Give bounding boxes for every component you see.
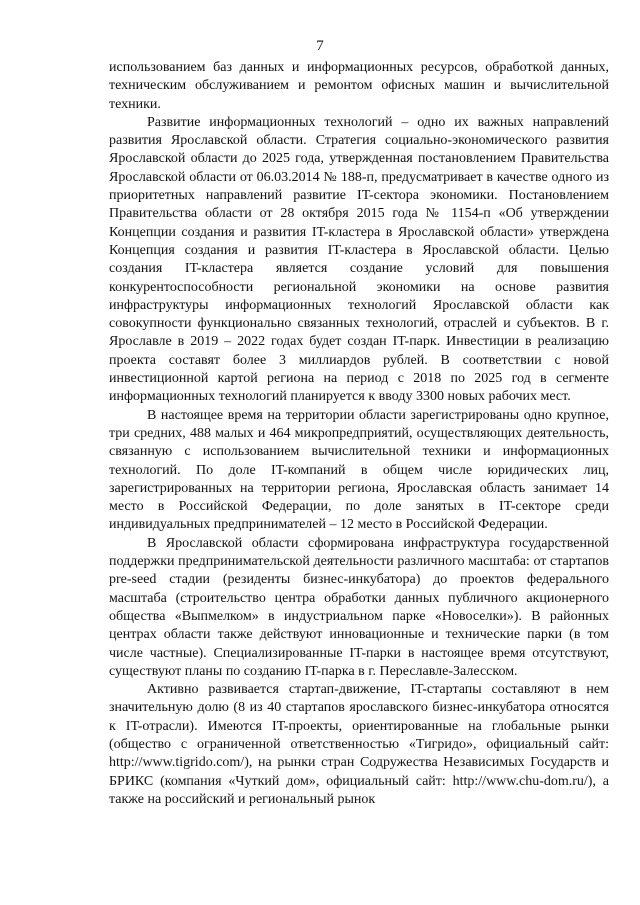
page-number: 7 <box>316 38 324 54</box>
document-body <box>109 59 609 809</box>
paragraph: Активно развивается стартап-движение, IT-стартапы составляют в нем значительную долю (8 из 40 стартапов ярославского бизнес-инкубатора относятся к IT-отрасли). Имеются IT-проекты, ориентированные на глобальные рынки (общество с ограниченной ответственностью «Тигридо», официальный сайт: http://www.tigrido.com/), на рынки стран Содружества Независимых Государств и БРИКС (компания «Чуткий дом», официальный сайт: http://www.chu-dom.ru/), а также на российский и региональный рынок <box>109 682 609 807</box>
paragraph: Развитие информационных технологий – одно их важных направлений развития Ярославской области. Стратегия социально-экономического развития Ярославской области до 2025 года, утвержденная постановлением Правительства Ярославской области от 06.03.2014 № 188-п, предусматривает в качестве одного из приоритетных направлений развитие IT-сектора экономики. Постановлением Правительства области от 28 октября 2015 года № 1154-п «Об утверждении Концепции создания и развития IT-кластера в Ярославской области» утверждена Концепция создания и развития IT-кластера в Ярославской области. Целью создания IT-кластера является создание условий для повышения конкурентоспособности региональной экономики на основе развития инфраструктуры информационных технологий Ярославской области как совокупности функционально связанных технологий, отраслей и субъектов. В г. Ярославле в 2019 – 2022 годах будет создан IT-парк. Инвестиции в реализацию проекта составят более 3 миллиардов рублей. В соответствии с новой инвестиционной картой региона на период с 2018 по 2025 год в сегменте информационных технологий планируется к вводу 3300 новых рабочих мест. <box>109 114 609 405</box>
paragraph: использованием баз данных и информационных ресурсов, обработкой данных, техническим обслуживанием и ремонтом офисных машин и вычислительной техники. <box>109 60 609 112</box>
paragraph: В настоящее время на территории области зарегистрированы одно крупное, три средних, 488 малых и 464 микропредприятий, осуществляющих деятельность, связанную с использованием вычислительной техники и информационных технологий. По доле IT-компаний в общем числе юридических лиц, зарегистрированных на территории региона, Ярославская область занимает 14 место в Российской Федерации, по доле занятых в IT-секторе среди индивидуальных предпринимателей – 12 место в Российской Федерации. <box>109 407 609 533</box>
paragraph: В Ярославской области сформирована инфраструктура государственной поддержки предпринимательской деятельности различного масштаба: от стартапов pre-seed стадии (резиденты бизнес-инкубатора) до проектов федерального масштаба (строительство центра обработки данных публичного акционерного общества «Выпмелком» в индустриальном парке «Новоселки»). В районных центрах области также действуют инновационные и технические парки (в том числе частные). Специализированные IT-парки в настоящее время отсутствуют, существуют планы по созданию IT-парка в г. Переславле-Залесском. <box>109 535 609 679</box>
